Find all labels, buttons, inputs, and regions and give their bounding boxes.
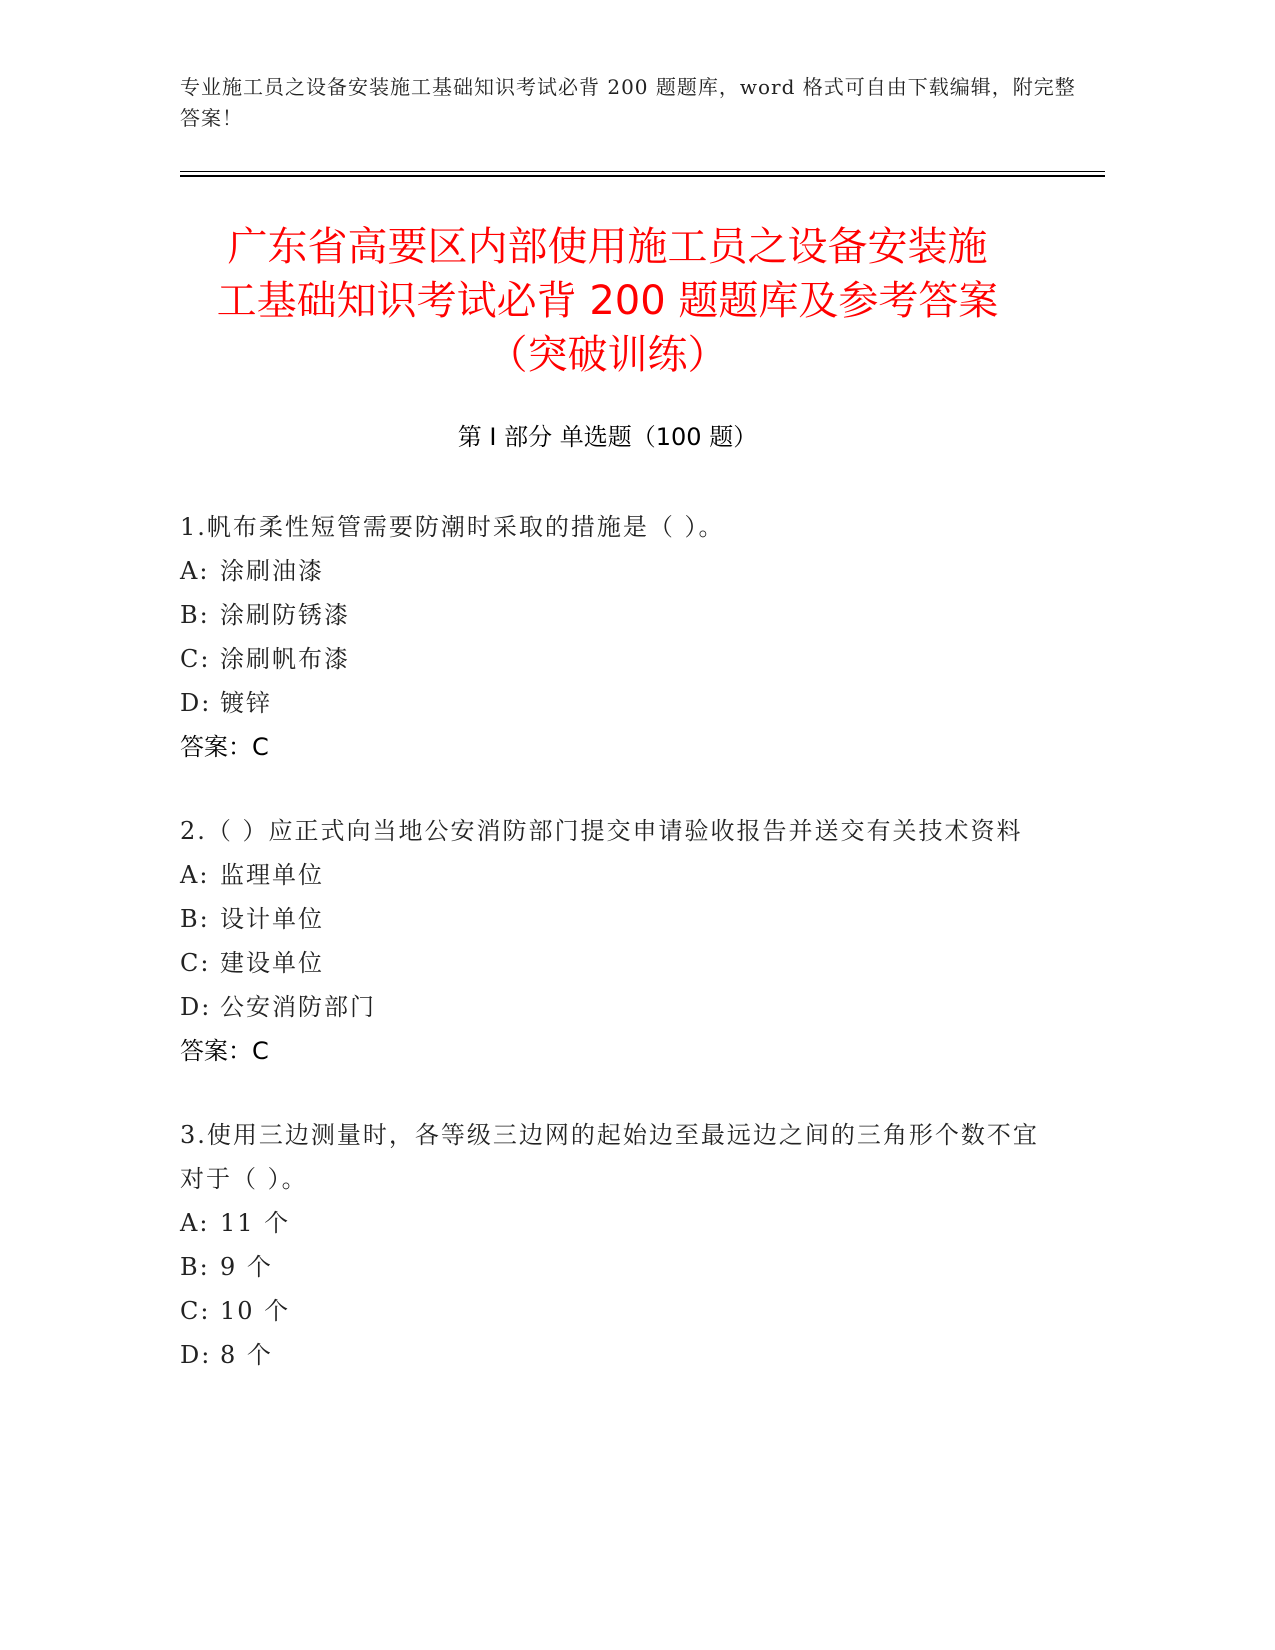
option-text: 涂刷帆布漆 — [220, 645, 350, 673]
question-2 — [180, 809, 1040, 1073]
option-key: B: — [180, 1253, 210, 1281]
option-d — [180, 985, 1040, 1029]
document-title-line-2: 工基础知识考试必背 200 题题库及参考答案 — [216, 278, 999, 324]
option-key: A: — [180, 557, 210, 585]
option-text: 涂刷防锈漆 — [220, 601, 350, 629]
question-list — [180, 505, 1040, 1417]
option-key: A: — [180, 1209, 210, 1237]
header-divider-thin — [180, 171, 1105, 172]
option-b — [180, 897, 1040, 941]
document-title — [160, 220, 1055, 382]
option-key: B: — [180, 601, 210, 629]
option-text: 9 个 — [220, 1253, 273, 1281]
answer-line: 答案：C — [180, 733, 269, 761]
option-a — [180, 549, 1040, 593]
option-b — [180, 593, 1040, 637]
option-key: A: — [180, 861, 210, 889]
option-key: D: — [180, 993, 212, 1021]
option-key: D: — [180, 1341, 212, 1369]
option-key: C: — [180, 1297, 211, 1325]
header-divider-thick — [180, 175, 1105, 177]
option-text: 监理单位 — [220, 861, 324, 889]
option-c — [180, 941, 1040, 985]
option-d — [180, 681, 1040, 725]
option-text: 镀锌 — [220, 689, 272, 717]
document-title-line-3: （突破训练） — [487, 332, 728, 378]
question-3 — [180, 1113, 1040, 1377]
option-text: 涂刷油漆 — [220, 557, 324, 585]
option-text: 10 个 — [220, 1297, 291, 1325]
option-d — [180, 1333, 1040, 1377]
option-key: C: — [180, 949, 211, 977]
option-text: 建设单位 — [220, 949, 324, 977]
option-c — [180, 1289, 1040, 1333]
document-title-line-1: 广东省高要区内部使用施工员之设备安装施 — [227, 224, 988, 270]
option-text: 公安消防部门 — [220, 993, 376, 1021]
option-text: 8 个 — [220, 1341, 273, 1369]
option-text: 设计单位 — [220, 905, 324, 933]
option-key: D: — [180, 689, 212, 717]
question-1 — [180, 505, 1040, 769]
option-b — [180, 1245, 1040, 1289]
option-key: B: — [180, 905, 210, 933]
option-key: C: — [180, 645, 211, 673]
option-a — [180, 853, 1040, 897]
option-text: 11 个 — [220, 1209, 291, 1237]
header-note: 专业施工员之设备安装施工基础知识考试必背 200 题题库，word 格式可自由下载编辑，附完整答案！ — [180, 75, 1076, 130]
option-c — [180, 637, 1040, 681]
question-stem: 2.（ ）应正式向当地公安消防部门提交申请验收报告并送交有关技术资料 — [180, 817, 1023, 845]
question-stem: 1.帆布柔性短管需要防潮时采取的措施是（ ）。 — [180, 513, 725, 541]
section-title: 第 I 部分 单选题（100 题） — [457, 423, 758, 451]
answer-line: 答案：C — [180, 1037, 269, 1065]
question-stem: 3.使用三边测量时，各等级三边网的起始边至最远边之间的三角形个数不宜对于（ ）。 — [180, 1121, 1039, 1193]
option-a — [180, 1201, 1040, 1245]
